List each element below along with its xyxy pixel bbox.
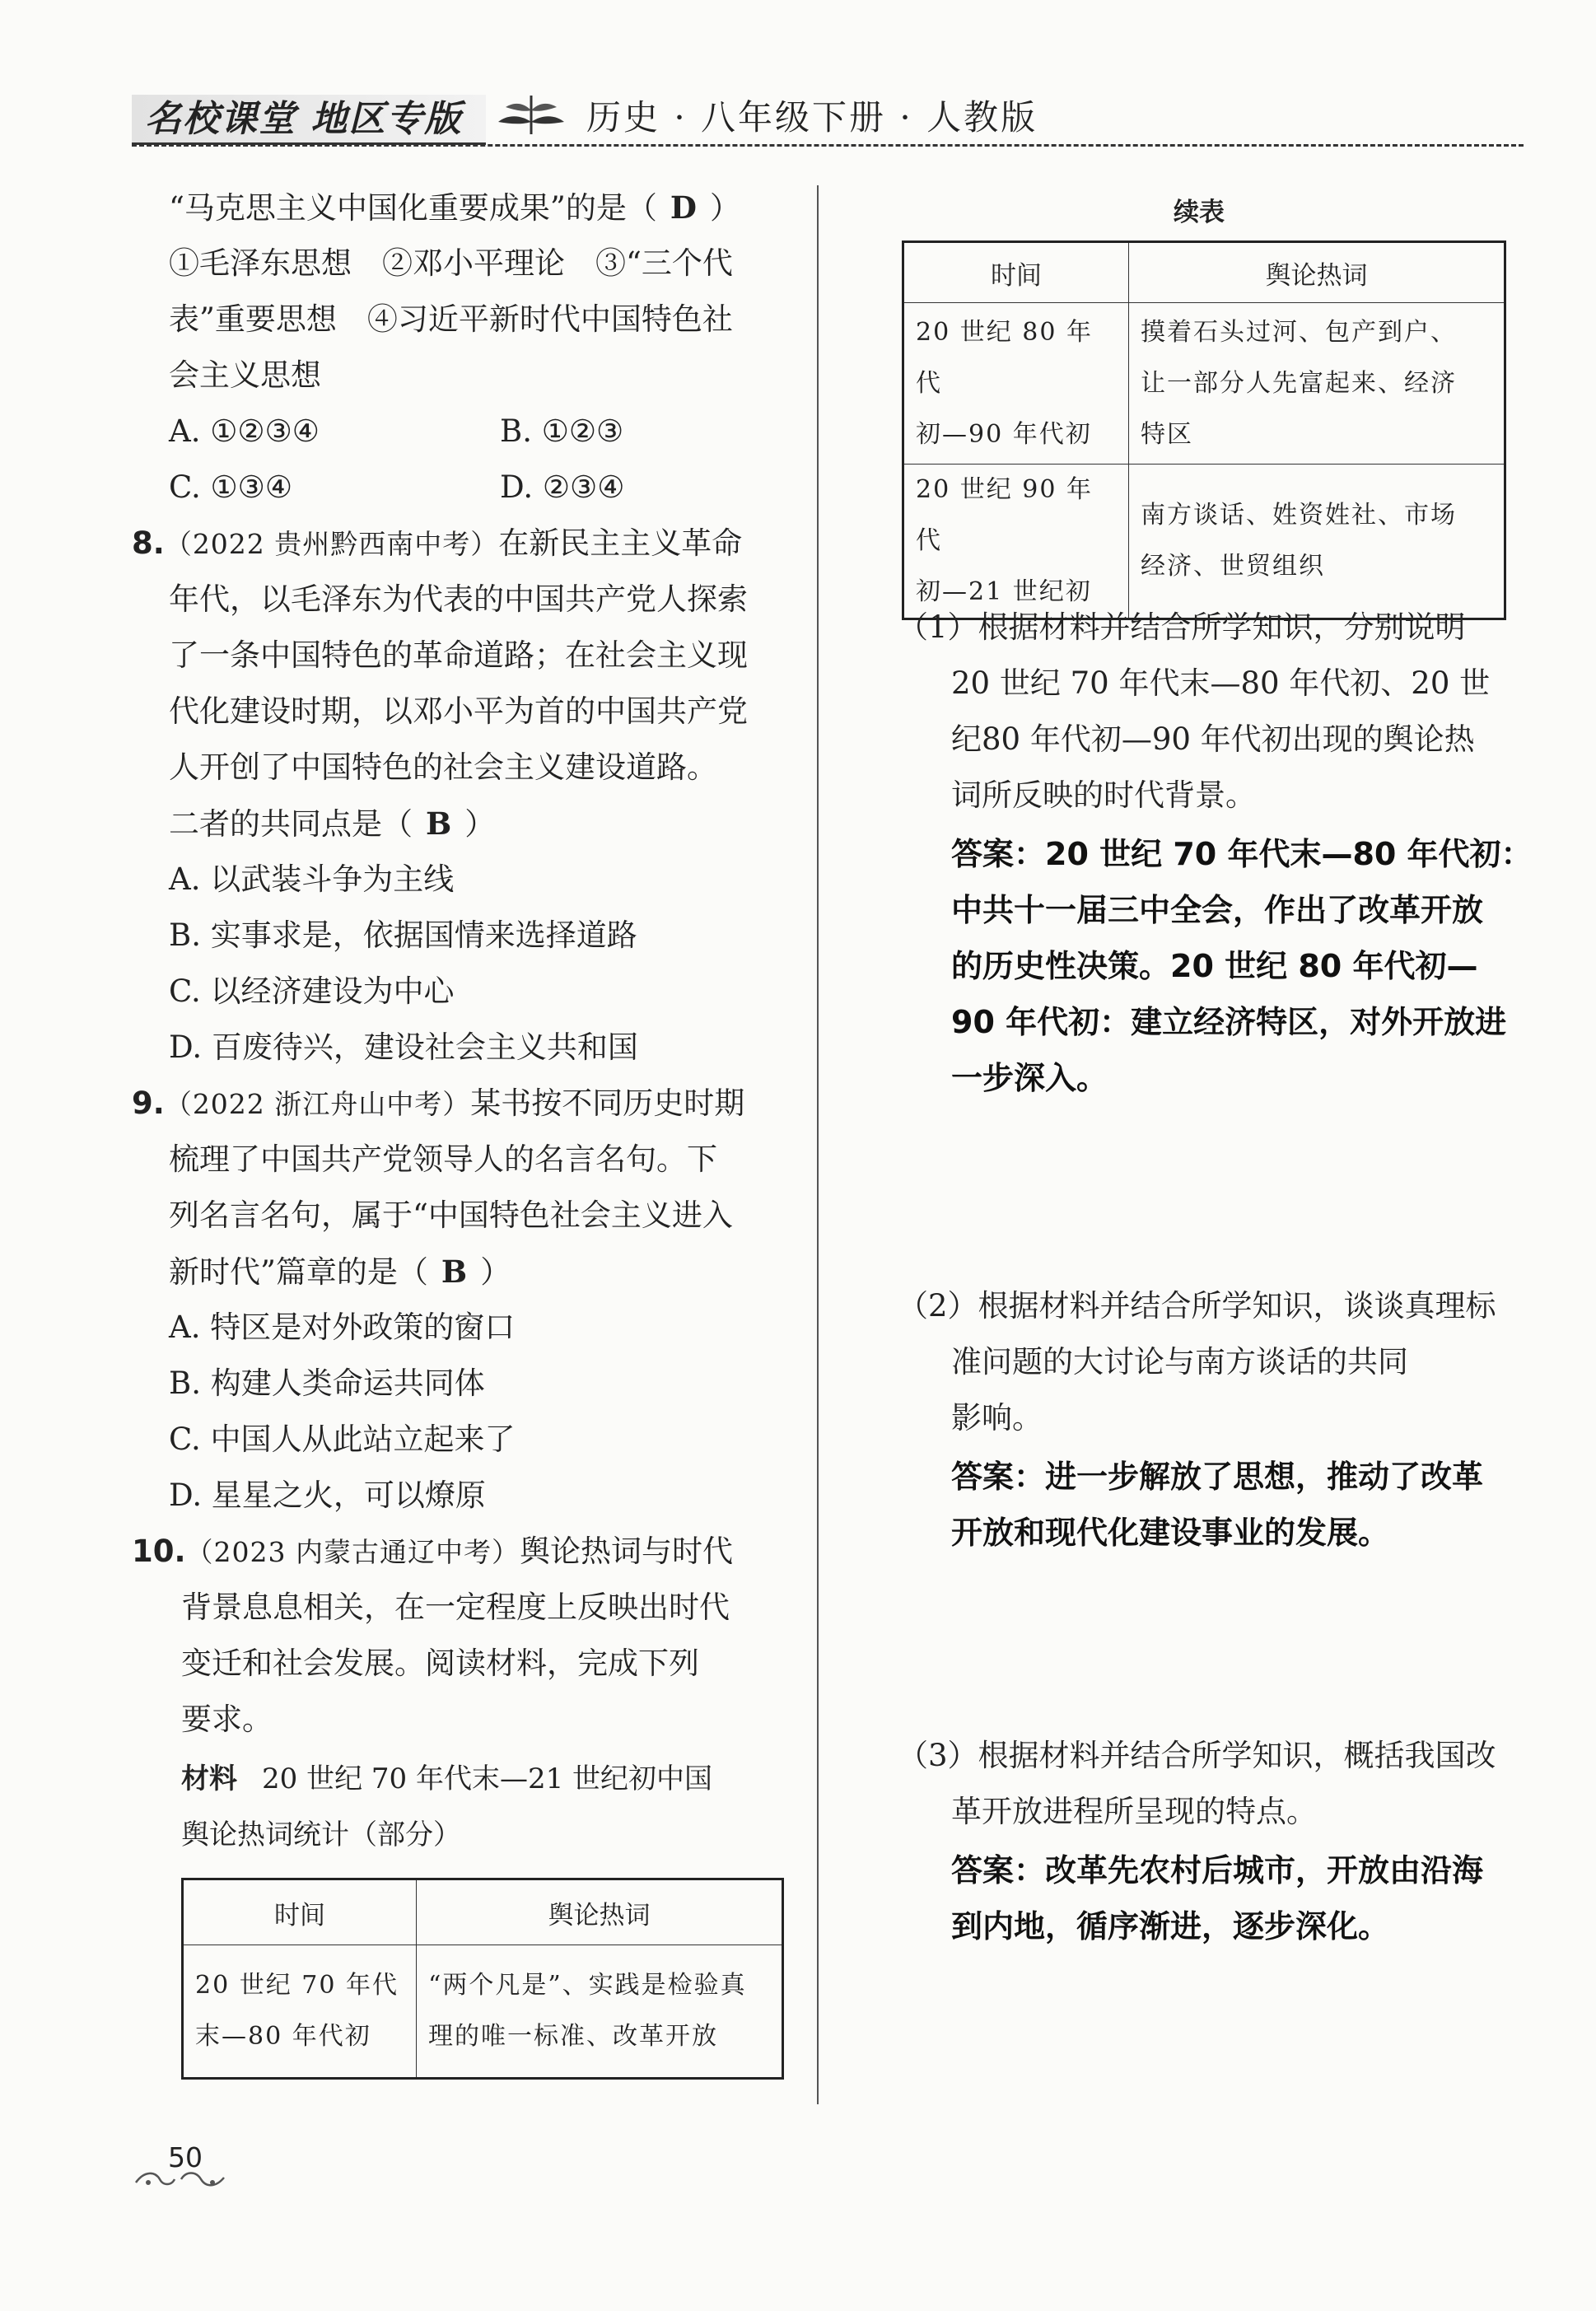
- q8-line: 代化建设时期，以邓小平为首的中国共产党: [169, 693, 748, 729]
- table-row: [903, 303, 1505, 465]
- header-time: 时间: [183, 1879, 417, 1945]
- q10-line: 要求。: [181, 1702, 273, 1737]
- q8-option-a: A. 以武装斗争为主线: [169, 861, 455, 897]
- subq2-answer-line: 答案：进一步解放了思想，推动了改革: [951, 1459, 1484, 1495]
- q9-line: 梳理了中国共产党领导人的名言名句。下: [169, 1141, 717, 1177]
- subq1-answer-line: 答案：20 世纪 70 年代末—80 年代初：: [951, 836, 1533, 872]
- q9-stem: 9.（2022 浙江舟山中考）某书按不同历史时期: [132, 1085, 745, 1121]
- q9-answer: B: [441, 1254, 468, 1290]
- q9-number: 9.: [132, 1085, 165, 1121]
- page-number: 50: [168, 2141, 203, 2173]
- table-row: [183, 1945, 783, 2079]
- q7-items-line: 会主义思想: [169, 357, 321, 393]
- series-brand: 名校课堂 地区专版: [145, 98, 463, 140]
- header-words: 舆论热词: [417, 1879, 783, 1945]
- q10-material-line: 舆论热词统计（部分）: [181, 1818, 461, 1851]
- q8-option-c: C. 以经济建设为中心: [169, 973, 455, 1009]
- subq1-line: 20 世纪 70 年代末—80 年代初、20 世: [951, 665, 1491, 701]
- q9-source: （2022 浙江舟山中考）: [164, 1088, 471, 1120]
- cell-time: 20 世纪 80 年代 初—90 年代初: [903, 303, 1129, 465]
- q8-answer: B: [426, 805, 452, 842]
- q7-items-line: ①毛泽东思想 ②邓小平理论 ③“三个代: [169, 245, 733, 281]
- q9-option-a: A. 特区是对外政策的窗口: [169, 1310, 516, 1345]
- subq1-answer-line: 90 年代初：建立经济特区，对外开放进: [951, 1004, 1507, 1040]
- cell-words: 南方谈话、姓资姓社、市场 经济、世贸组织: [1129, 465, 1505, 619]
- q10-material: 材料 20 世纪 70 年代末—21 世纪初中国: [181, 1762, 713, 1795]
- subject-title: 历史 · 八年级下册 · 人教版: [586, 97, 1038, 138]
- q7-answer: D: [670, 189, 697, 226]
- q8-stem: 8.（2022 贵州黔西南中考）在新民主主义革命: [132, 525, 743, 561]
- q8-line: 人开创了中国特色的社会主义建设道路。: [169, 749, 717, 785]
- q9-option-d: D. 星星之火，可以燎原: [169, 1478, 486, 1513]
- subq2-answer-line: 开放和现代化建设事业的发展。: [951, 1515, 1390, 1551]
- hotwords-table: [181, 1878, 784, 2080]
- subq3-answer-line: 到内地，循序渐进，逐步深化。: [951, 1908, 1390, 1945]
- q8-option-b: B. 实事求是，依据国情来选择道路: [169, 917, 637, 953]
- q10-line: 背景息息相关，在一定程度上反映出时代: [181, 1590, 730, 1625]
- header-rule: [132, 144, 1524, 147]
- subq3-line: （3）根据材料并结合所学知识，概括我国改: [898, 1738, 1496, 1773]
- q8-prompt: 二者的共同点是（ B ）: [169, 805, 496, 842]
- q10-line: 变迁和社会发展。阅读材料，完成下列: [181, 1646, 699, 1681]
- subq1-answer-line: 中共十一届三中全会，作出了改革开放: [951, 892, 1484, 928]
- continued-table-label: 续表: [1174, 198, 1225, 227]
- q8-line: 年代，以毛泽东为代表的中国共产党人探索: [169, 581, 748, 617]
- q9-option-c: C. 中国人从此站立起来了: [169, 1422, 516, 1457]
- q7-option-c: C. ①③④: [169, 469, 293, 505]
- q7-option-d: D. ②③④: [500, 469, 625, 505]
- q7-stem: “马克思主义中国化重要成果”的是（ D ）: [169, 189, 740, 226]
- subq2-line: 准问题的大讨论与南方谈话的共同: [951, 1344, 1408, 1380]
- q9-line: 列名言名句，属于“中国特色社会主义进入: [169, 1198, 733, 1233]
- footer-flourish-icon: [132, 2164, 231, 2192]
- subq3-line: 革开放进程所呈现的特点。: [951, 1794, 1317, 1829]
- subq2-line: （2）根据材料并结合所学知识，谈谈真理标: [898, 1288, 1496, 1324]
- cell-time: 20 世纪 90 年代 初—21 世纪初: [903, 465, 1129, 619]
- q8-line: 了一条中国特色的革命道路；在社会主义现: [169, 637, 748, 673]
- q8-option-d: D. 百废待兴，建设社会主义共和国: [169, 1029, 638, 1065]
- q7-option-a: A. ①②③④: [169, 413, 320, 449]
- cell-time: 20 世纪 70 年代 末—80 年代初: [183, 1945, 417, 2079]
- header-words: 舆论热词: [1129, 242, 1505, 303]
- q9-prompt: 新时代”篇章的是（ B ）: [169, 1254, 511, 1290]
- column-divider: [817, 185, 819, 2104]
- q10-number: 10.: [132, 1534, 186, 1569]
- q8-number: 8.: [132, 525, 165, 561]
- subq1-line: 纪80 年代初—90 年代初出现的舆论热: [951, 721, 1475, 757]
- material-label: 材料: [181, 1762, 237, 1795]
- table-header-row: [183, 1879, 783, 1945]
- table-row: [903, 465, 1505, 619]
- table-header-row: [903, 242, 1505, 303]
- leaf-ornament-icon: [494, 89, 568, 138]
- hotwords-table-continued: [902, 240, 1506, 620]
- q10-stem: 10.（2023 内蒙古通辽中考）舆论热词与时代: [132, 1534, 734, 1569]
- cell-words: 摸着石头过河、包产到户、 让一部分人先富起来、经济 特区: [1129, 303, 1505, 465]
- subq2-line: 影响。: [951, 1400, 1043, 1436]
- subq1-line: 词所反映的时代背景。: [951, 777, 1256, 813]
- q8-source: （2022 贵州黔西南中考）: [164, 528, 499, 560]
- header-time: 时间: [903, 242, 1129, 303]
- subq1-line: （1）根据材料并结合所学知识，分别说明: [898, 609, 1466, 645]
- q10-source: （2023 内蒙古通辽中考）: [185, 1536, 520, 1568]
- subq1-answer-line: 一步深入。: [951, 1060, 1108, 1096]
- q7-option-b: B. ①②③: [500, 413, 624, 449]
- subq1-answer-line: 的历史性决策。20 世纪 80 年代初—: [951, 948, 1478, 984]
- subq3-answer-line: 答案：改革先农村后城市，开放由沿海: [951, 1852, 1484, 1888]
- q9-option-b: B. 构建人类命运共同体: [169, 1366, 485, 1401]
- q7-items-line: 表”重要思想 ④习近平新时代中国特色社: [169, 301, 733, 337]
- cell-words: “两个凡是”、实践是检验真 理的唯一标准、改革开放: [417, 1945, 783, 2079]
